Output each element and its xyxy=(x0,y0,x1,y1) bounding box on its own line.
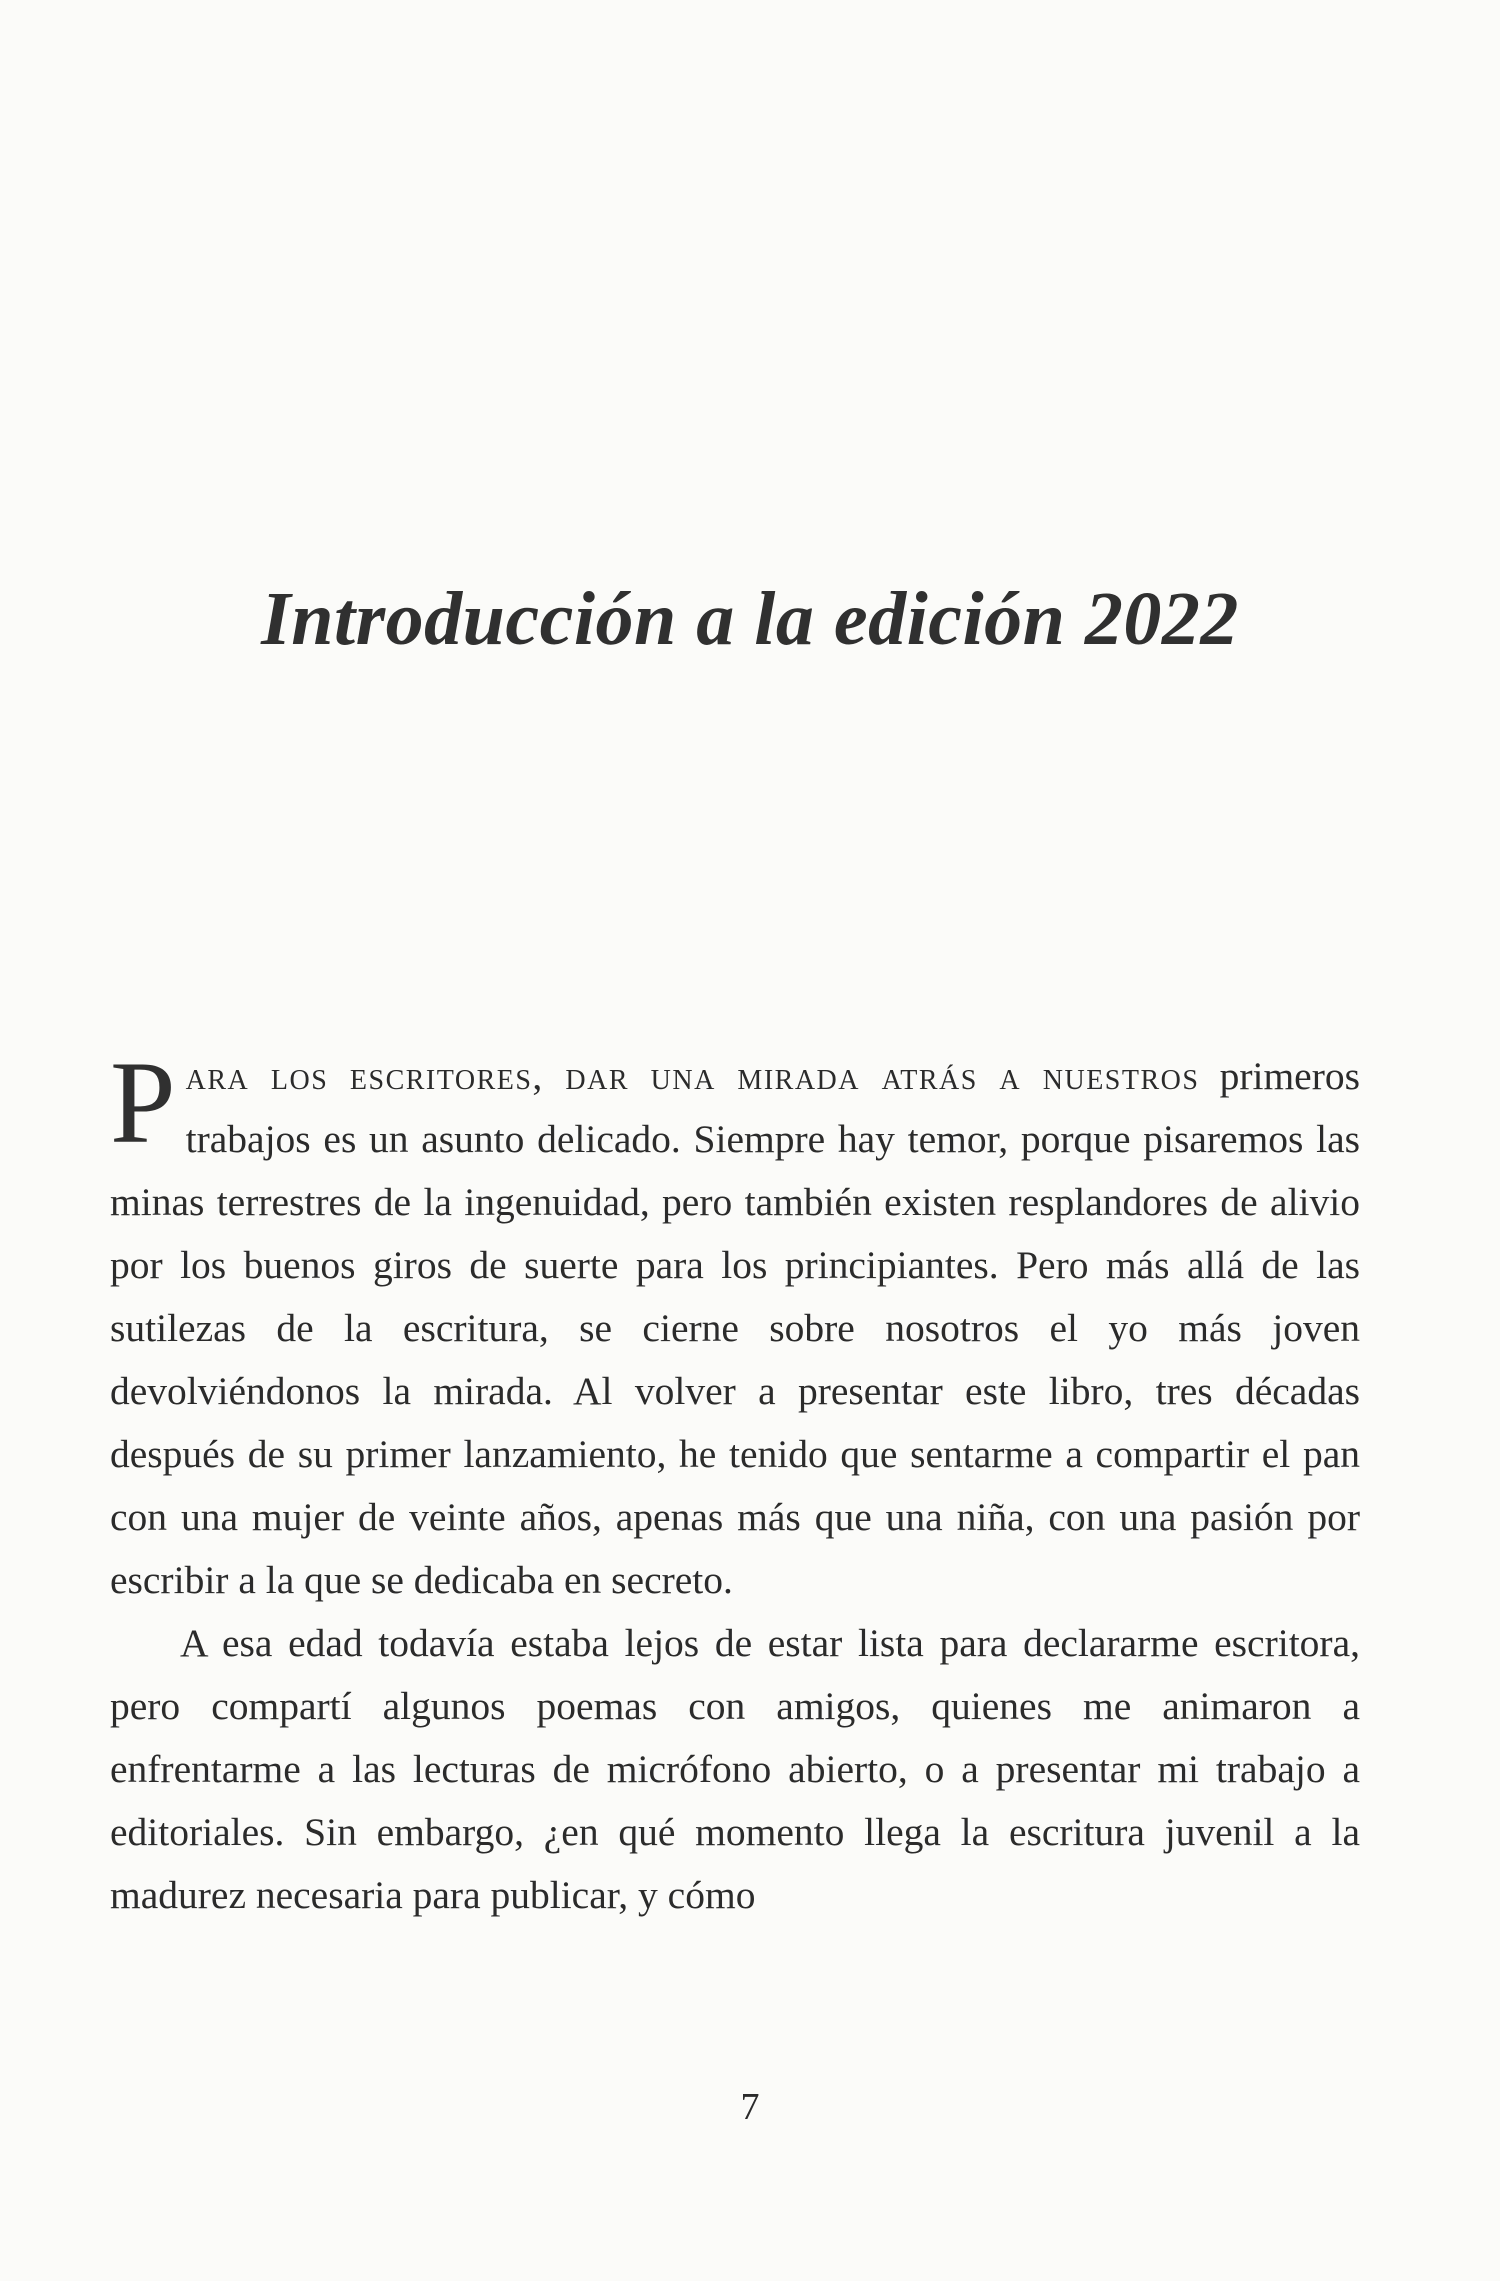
drop-cap: P xyxy=(110,1037,176,1168)
small-caps-lead-in: ara los escritores, dar una mirada atrás a nuestros xyxy=(185,1054,1200,1098)
page-number: 7 xyxy=(740,2086,760,2128)
paragraph-1 xyxy=(110,1037,1360,1612)
chapter-body xyxy=(110,1037,1360,1927)
chapter-title: Introducción a la edición 2022 xyxy=(261,576,1239,661)
paragraph-1-text: primeros trabajos es un asunto delicado. Siempre hay temor, porque pisaremos las minas terrestres de la ingenuidad, pero también existen resplandores de alivio por los buenos giros de suerte para los principiantes. Pero más allá de las sutilezas de la escritura, se cierne sobre nosotros el yo más joven devolviéndonos la mirada. Al volver a presentar este libro, tres décadas después de su primer lanzamiento, he tenido que sentarme a compartir el pan con una mujer de veinte años, apenas más que una niña, con una pasión por escribir a la que se dedicaba en secreto. xyxy=(110,1054,1360,1602)
paragraph-2: A esa edad todavía estaba lejos de estar lista para declararme escritora, pero compartí algunos poemas con amigos, quienes me animaron a enfrentarme a las lecturas de micrófono abierto, o a presentar mi trabajo a editoriales. Sin embargo, ¿en qué momento llega la escritura juvenil a la madurez necesaria para publicar, y cómo xyxy=(110,1621,1360,1917)
